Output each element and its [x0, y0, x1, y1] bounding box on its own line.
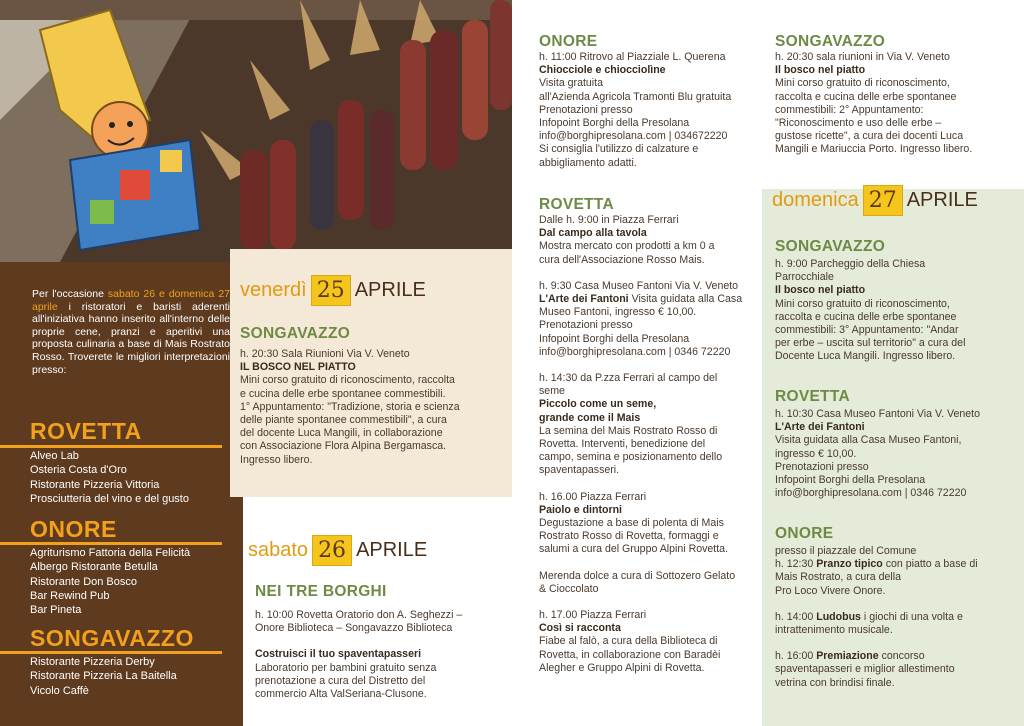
- intro-text: Per l'occasione sabato 26 e domenica 27 aprile i ristoratori e baristi aderenti all'iniziativa hanno inserito all'interno delle proprie cene, pranzi e aperitivi una proposta culinaria a base di Mais Rostrato Rosso. Troverete le migliori interpretazioni presso:: [32, 288, 230, 376]
- songavazzo-sunday-event: h. 9:00 Parcheggio della Chiesa Parrocchiale Il bosco nel piatto Mini corso gratuito di riconoscimento, raccolta e cucina delle erbe spontanee commestibili: 3° Appuntamento: "Andar per erbe – uscita sul territorio" a cura del Docente Luca Mangili. Ingresso libero.: [775, 258, 966, 363]
- day-number: 25: [311, 275, 351, 306]
- town-rovetta-list: [30, 449, 189, 506]
- saturday-place: NEI TRE BORGHI: [255, 583, 387, 600]
- list-item: Alveo Lab: [30, 450, 79, 462]
- friday-date-heading: venerdì 25 APRILE: [240, 275, 426, 306]
- onore-sunday-events: presso il piazzale del Comune h. 12:30 Pranzo tipico con piatto a base di Mais Rostrato, a cura della Pro Loco Vivere Onore. h. 14:00 Ludobus i giochi di una volta e intrattenimento musicale. h. 16:00 Premiazione concorso spaventapasseri e miglior allestimento vetrina con brindisi finale.: [775, 545, 978, 689]
- list-item: Agriturismo Fattoria della Felicità: [30, 547, 191, 559]
- rovetta-sunday-place: ROVETTA: [775, 388, 851, 405]
- list-item: Osteria Costa d'Oro: [30, 464, 127, 477]
- town-rovetta-heading: ROVETTA: [30, 418, 142, 444]
- day-number: 27: [863, 185, 903, 216]
- list-item: Albergo Ristorante Betulla: [30, 561, 158, 574]
- saturday-event: h. 10:00 Rovetta Oratorio don A. Seghezzi – Onore Biblioteca – Songavazzo Biblioteca Costruisci il tuo spaventapasseri Laboratorio per bambini gratuito senza prenotazione a cura del Distretto del commercio Alta ValSeriana-Clusone.: [255, 609, 463, 701]
- divider: [0, 445, 222, 448]
- songavazzo-sunday-place: SONGAVAZZO: [775, 238, 886, 255]
- saturday-date-heading: sabato 26 APRILE: [248, 535, 427, 566]
- onore-saturday-event: h. 11:00 Ritrovo al Piazziale L. Querena Chiocciole e chiocciolìne Visita gratuita all'Azienda Agricola Tramonti Blu gratuita Prenotazioni presso Infopoint Borghi della Presolana info@borghipresolana.com | 034672220 Si consiglia l'utilizzo di calzature e abbigliamento adatti.: [539, 51, 732, 169]
- town-onore-list: [30, 546, 190, 617]
- rovetta-sunday-event: h. 10:30 Casa Museo Fantoni Via V. Veneto L'Arte dei Fantoni Visita guidata alla Casa Museo Fantoni, ingresso € 10,00. Prenotazioni presso Infopoint Borghi della Presolana info@borghipresolana.com | 0346 72220: [775, 408, 980, 500]
- town-songavazzo-heading: SONGAVAZZO: [30, 625, 194, 651]
- list-item: Ristorante Pizzeria La Baitella: [30, 670, 177, 683]
- onore-saturday-place: ONORE: [539, 33, 598, 50]
- hero-photo: [0, 0, 512, 262]
- list-item: Ristorante Pizzeria Vittoria: [30, 478, 160, 491]
- corn-scarecrow-illustration: [0, 0, 512, 262]
- list-item: Bar Rewind Pub: [30, 589, 110, 602]
- rovetta-saturday-place: ROVETTA: [539, 196, 615, 213]
- list-item: Ristorante Pizzeria Derby: [30, 656, 155, 668]
- rovetta-saturday-events: Dalle h. 9:00 in Piazza Ferrari Dal campo alla tavola Mostra mercato con prodotti a km 0 a cura dell'Associazione Rosso Mais. h. 9:30 Casa Museo Fantoni Via V. Veneto L'Arte dei Fantoni Visita guidata alla Casa Museo Fantoni, ingresso € 10,00. Prenotazioni presso Infopoint Borghi della Presolana info@borghipresolana.com | 0346 72220 h. 14:30 da P.zza Ferrari al campo del seme Piccolo come un seme, grande come il Mais La semina del Mais Rostrato Rosso di Rovetta. Interventi, benedizione del campo, semina e posizionamento dello spaventapasseri. h. 16.00 Piazza Ferrari Paiolo e dintorni Degustazione a base di polenta di Mais Rostrato Rosso di Rovetta, formaggi e salumi a cura del Gruppo Alpini Rovetta. Merenda dolce a cura di Sottozero Gelato & Cioccolato h. 17.00 Piazza Ferrari Così si racconta Fiabe al falò, a cura della Biblioteca di Rovetta, in collaborazione con Baradèi Alegher e Gruppo Alpini di Rovetta.: [539, 214, 743, 674]
- list-item: Prosciutteria del vino e del gusto: [30, 492, 189, 505]
- town-songavazzo-list: [30, 655, 177, 698]
- town-onore-heading: ONORE: [30, 516, 117, 542]
- friday-place: SONGAVAZZO: [240, 325, 351, 342]
- songavazzo-saturday-event: h. 20:30 sala riunioni in Via V. Veneto Il bosco nel piatto Mini corso gratuito di riconoscimento, raccolta e cucina delle erbe spontanee commestibili: 2° Appuntamento: "Riconoscimento e uso delle erbe – gustose ricette", a cura dei docenti Luca Mangili e Mariuccia Porto. Ingresso libero.: [775, 51, 973, 156]
- list-item: Bar Pineta: [30, 604, 82, 617]
- divider: [0, 651, 222, 654]
- divider: [0, 542, 222, 545]
- list-item: Ristorante Don Bosco: [30, 575, 137, 588]
- list-item: Vicolo Caffè: [30, 684, 89, 697]
- sunday-date-heading: domenica 27 APRILE: [772, 185, 978, 216]
- songavazzo-saturday-place: SONGAVAZZO: [775, 33, 886, 50]
- day-number: 26: [312, 535, 352, 566]
- intro-dates: sabato 26 e domenica 27 aprile: [32, 288, 230, 313]
- friday-event: h. 20:30 Sala Riunioni Via V. Veneto IL BOSCO NEL PIATTO Mini corso gratuito di riconoscimento, raccolta e cucina delle erbe spontanee commestibili. 1° Appuntamento: "Tradizione, storia e scienza delle piante spontanee commestibili", a cura del docente Luca Mangili, in collaborazione con Associazione Flora Alpina Bergamasca. Ingresso libero.: [240, 348, 460, 466]
- onore-sunday-place: ONORE: [775, 525, 834, 542]
